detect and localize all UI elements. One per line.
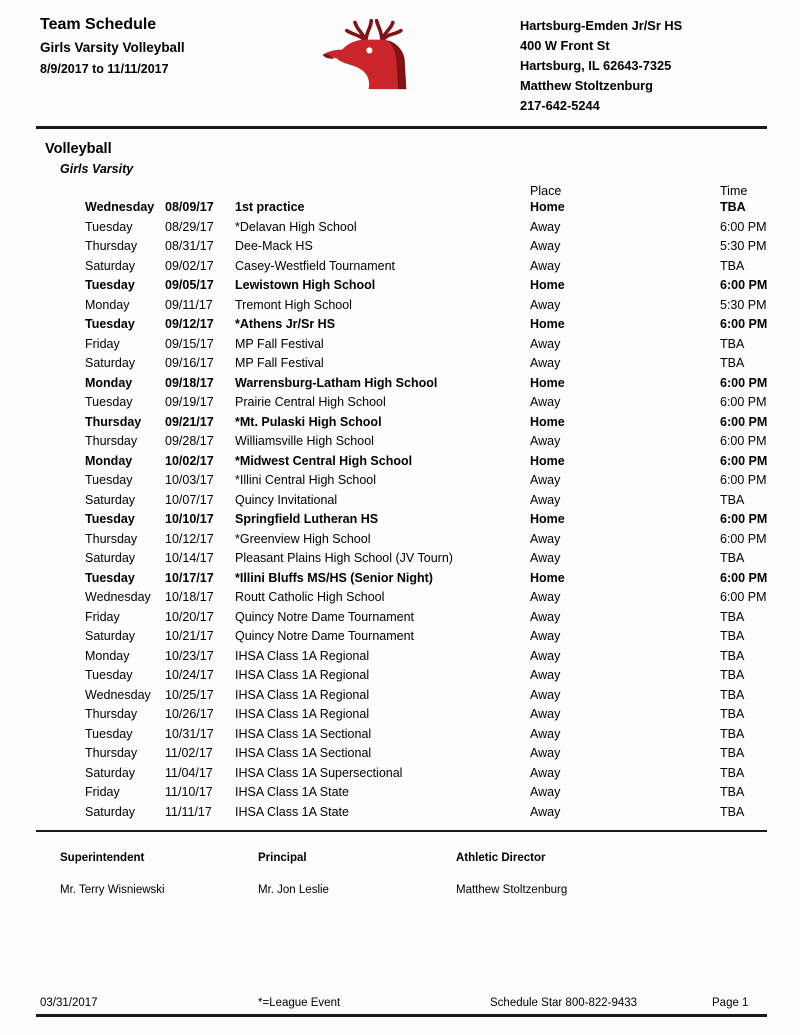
schedule-cell-day: Tuesday [85,395,133,409]
schedule-cell-place: Home [530,453,565,468]
schedule-cell-time: TBA [720,336,745,351]
schedule-cell-date: 10/14/17 [165,551,214,565]
schedule-cell-event: IHSA Class 1A Regional [235,668,370,682]
schedule-cell-date: 08/31/17 [165,239,214,253]
schedule-table [85,183,790,822]
schedule-cell-event: IHSA Class 1A Regional [235,707,370,721]
signature-section [60,852,800,896]
schedule-cell-time: TBA [720,551,745,565]
schedule-table-body [85,198,790,822]
schedule-cell-place: Away [530,473,561,487]
schedule-cell-place: Home [530,375,565,390]
schedule-cell-place: Away [530,395,561,409]
schedule-cell-date: 11/02/17 [165,746,213,760]
sport-heading: Volleyball [45,141,112,157]
schedule-cell-event: *Mt. Pulaski High School [235,414,382,429]
schedule-cell-place: Away [530,492,561,507]
schedule-cell-time: 5:30 PM [720,297,767,312]
schedule-cell-day: Tuesday [85,473,133,487]
schedule-cell-event: *Greenview High School [235,531,371,546]
schedule-cell-event: Warrensburg-Latham High School [235,375,438,390]
schedule-cell-time: 6:00 PM [720,219,767,234]
schedule-cell-event: Lewistown High School [235,278,376,292]
schedule-cell-day: Monday [85,297,130,312]
school-name: Hartsburg-Emden Jr/Sr HS [520,18,683,33]
signature-block-principal [258,852,456,896]
schedule-cell-time: 6:00 PM [720,395,767,409]
schedule-cell-date: 10/03/17 [165,473,214,487]
schedule-cell-event: IHSA Class 1A Sectional [235,726,372,741]
schedule-row [85,666,790,686]
schedule-cell-time: TBA [720,200,746,214]
schedule-cell-event: 1st practice [235,200,305,214]
schedule-row [85,315,790,335]
schedule-cell-day: Thursday [85,707,138,721]
school-street: 400 W Front St [520,38,610,53]
schedule-row [85,724,790,744]
schedule-cell-day: Monday [85,648,130,663]
schedule-row [85,354,790,374]
schedule-cell-time: TBA [720,258,745,273]
schedule-cell-day: Tuesday [85,726,133,741]
event-column-header [235,183,530,198]
schedule-row [85,783,790,803]
schedule-cell-event: IHSA Class 1A Supersectional [235,765,403,780]
schedule-cell-day: Saturday [85,765,136,780]
schedule-cell-place: Away [530,531,561,546]
schedule-cell-event: IHSA Class 1A State [235,785,349,799]
schedule-cell-time: 6:00 PM [720,375,768,390]
schedule-cell-day: Tuesday [85,512,135,526]
signature-title: Principal [258,851,307,864]
schedule-cell-date: 10/24/17 [165,668,214,682]
date-column-header [165,183,235,198]
schedule-cell-day: Saturday [85,258,136,273]
schedule-cell-date: 09/19/17 [165,395,214,409]
signature-title: Athletic Director [456,851,546,864]
schedule-cell-event: Casey-Westfield Tournament [235,258,396,273]
schedule-cell-day: Thursday [85,414,142,429]
schedule-row [85,295,790,315]
signature-name: Mr. Jon Leslie [258,883,329,896]
schedule-cell-event: Routt Catholic High School [235,590,385,604]
schedule-row [85,490,790,510]
schedule-cell-date: 10/26/17 [165,707,214,721]
schedule-row [85,510,790,530]
day-column-header [85,183,165,198]
schedule-cell-time: TBA [720,726,745,741]
schedule-cell-time: TBA [720,629,745,643]
schedule-cell-event: IHSA Class 1A State [235,804,349,819]
schedule-cell-time: 6:00 PM [720,434,767,448]
schedule-cell-date: 09/18/17 [165,375,214,390]
schedule-cell-day: Tuesday [85,219,133,234]
table-end-divider [36,830,767,832]
header-divider [36,126,767,129]
schedule-cell-time: 6:00 PM [720,531,767,546]
schedule-cell-date: 11/11/17 [165,804,212,819]
schedule-cell-date: 09/28/17 [165,434,214,448]
schedule-date-range: 8/9/2017 to 11/11/2017 [40,62,169,76]
signature-block-athletic-director [456,852,654,896]
schedule-cell-time: 6:00 PM [720,570,768,585]
schedule-row [85,256,790,276]
schedule-row [85,802,790,822]
schedule-cell-day: Wednesday [85,200,155,214]
schedule-cell-event: *Midwest Central High School [235,453,413,468]
schedule-cell-place: Away [530,258,561,273]
schedule-cell-place: Away [530,297,561,312]
schedule-cell-date: 09/15/17 [165,336,214,351]
schedule-cell-event: Prairie Central High School [235,395,386,409]
schedule-cell-day: Tuesday [85,317,135,331]
schedule-cell-day: Thursday [85,746,138,760]
schedule-cell-place: Away [530,687,561,702]
school-contact-name: Matthew Stoltzenburg [520,78,653,93]
bottom-divider [36,1014,767,1017]
schedule-cell-event: Williamsville High School [235,434,374,448]
schedule-row [85,588,790,608]
schedule-row [85,627,790,647]
schedule-cell-event: *Illini Central High School [235,473,377,487]
schedule-row [85,334,790,354]
schedule-cell-time: TBA [720,785,745,799]
schedule-row [85,471,790,491]
schedule-cell-day: Tuesday [85,278,135,292]
schedule-row [85,685,790,705]
school-phone: 217-642-5244 [520,98,600,113]
schedule-row [85,451,790,471]
schedule-cell-day: Friday [85,609,120,624]
schedule-cell-date: 10/17/17 [165,570,214,585]
schedule-cell-place: Away [530,648,561,663]
schedule-cell-date: 09/16/17 [165,356,214,370]
signature-name: Mr. Terry Wisniewski [60,883,165,896]
schedule-cell-place: Home [530,317,565,331]
schedule-cell-event: Quincy Invitational [235,492,338,507]
schedule-cell-place: Away [530,804,561,819]
schedule-row [85,237,790,257]
level-heading: Girls Varsity [60,162,134,176]
schedule-cell-event: Dee-Mack HS [235,239,313,253]
schedule-cell-day: Thursday [85,239,138,253]
schedule-row [85,529,790,549]
schedule-cell-place: Away [530,707,561,721]
schedule-row [85,276,790,296]
schedule-cell-date: 10/18/17 [165,590,214,604]
schedule-cell-place: Away [530,239,561,253]
schedule-cell-time: TBA [720,648,745,663]
school-city-state-zip: Hartsburg, IL 62643-7325 [520,58,672,73]
time-column-header: Time [720,184,748,198]
schedule-cell-place: Away [530,726,561,741]
schedule-cell-time: TBA [720,668,745,682]
footer-generated-date: 03/31/2017 [40,997,98,1009]
schedule-row [85,705,790,725]
schedule-cell-time: 6:00 PM [720,278,768,292]
schedule-row [85,393,790,413]
schedule-cell-place: Away [530,609,561,624]
schedule-cell-place: Away [530,551,561,565]
schedule-cell-date: 10/12/17 [165,531,214,546]
schedule-cell-date: 10/20/17 [165,609,214,624]
schedule-cell-place: Away [530,434,561,448]
schedule-cell-place: Away [530,746,561,760]
schedule-row [85,607,790,627]
schedule-cell-place: Away [530,219,561,234]
schedule-cell-day: Wednesday [85,687,151,702]
schedule-cell-event: Pleasant Plains High School (JV Tourn) [235,551,453,565]
schedule-cell-date: 10/10/17 [165,512,214,526]
schedule-cell-place: Away [530,765,561,780]
schedule-cell-date: 08/09/17 [165,200,214,214]
schedule-cell-event: *Delavan High School [235,219,357,234]
schedule-cell-date: 10/31/17 [165,726,214,741]
schedule-row [85,646,790,666]
schedule-cell-event: Quincy Notre Dame Tournament [235,629,415,643]
schedule-cell-place: Home [530,414,565,429]
schedule-cell-time: 6:00 PM [720,590,767,604]
schedule-cell-place: Home [530,512,565,526]
schedule-cell-date: 09/02/17 [165,258,214,273]
schedule-cell-day: Saturday [85,629,136,643]
schedule-cell-date: 11/04/17 [165,765,213,780]
schedule-column-header-row [85,183,790,198]
schedule-cell-event: Springfield Lutheran HS [235,512,379,526]
schedule-cell-day: Saturday [85,492,136,507]
document-header [0,0,800,116]
place-column-header: Place [530,184,562,198]
schedule-cell-time: TBA [720,609,745,624]
schedule-cell-place: Away [530,356,561,370]
signature-name: Matthew Stoltzenburg [456,883,568,896]
schedule-cell-date: 10/25/17 [165,687,214,702]
schedule-cell-day: Monday [85,453,133,468]
mascot-logo-icon [305,14,440,97]
schedule-cell-date: 09/11/17 [165,297,213,312]
schedule-row [85,744,790,764]
schedule-cell-day: Wednesday [85,590,151,604]
schedule-cell-day: Friday [85,785,120,799]
schedule-cell-time: TBA [720,356,745,370]
schedule-row [85,373,790,393]
school-info-block [520,14,765,116]
schedule-row [85,217,790,237]
schedule-cell-date: 10/02/17 [165,453,214,468]
schedule-cell-place: Home [530,278,565,292]
schedule-cell-day: Friday [85,336,120,351]
schedule-cell-day: Saturday [85,804,136,819]
schedule-cell-date: 10/23/17 [165,648,214,663]
signature-title: Superintendent [60,851,145,864]
schedule-row [85,549,790,569]
footer-legend: *=League Event [258,997,341,1009]
schedule-cell-event: IHSA Class 1A Regional [235,687,370,702]
schedule-cell-date: 11/10/17 [165,785,213,799]
schedule-cell-event: IHSA Class 1A Regional [235,648,370,663]
schedule-cell-event: Tremont High School [235,297,352,312]
schedule-cell-place: Away [530,785,561,799]
schedule-cell-place: Away [530,336,561,351]
schedule-cell-date: 09/12/17 [165,317,214,331]
footer-vendor: Schedule Star 800-822-9433 [490,997,638,1009]
schedule-cell-time: 6:00 PM [720,453,768,468]
schedule-cell-event: *Illini Bluffs MS/HS (Senior Night) [235,570,433,585]
schedule-cell-place: Home [530,570,565,585]
schedule-cell-day: Monday [85,375,133,390]
schedule-row [85,432,790,452]
page-footer [40,997,765,1011]
schedule-cell-event: MP Fall Festival [235,336,324,351]
schedule-cell-event: MP Fall Festival [235,356,324,370]
schedule-row [85,412,790,432]
schedule-cell-time: 6:00 PM [720,414,768,429]
schedule-row [85,198,790,218]
schedule-cell-time: TBA [720,687,745,702]
schedule-cell-date: 08/29/17 [165,219,214,234]
schedule-cell-day: Thursday [85,531,138,546]
team-subtitle: Girls Varsity Volleyball [40,40,185,55]
schedule-cell-time: 6:00 PM [720,512,768,526]
signature-block-superintendent [60,852,258,896]
schedule-cell-date: 09/05/17 [165,278,214,292]
schedule-row [85,568,790,588]
schedule-cell-day: Tuesday [85,570,135,585]
schedule-cell-day: Thursday [85,434,138,448]
schedule-cell-place: Away [530,629,561,643]
schedule-cell-time: TBA [720,746,745,760]
schedule-cell-time: TBA [720,492,745,507]
schedule-cell-place: Away [530,590,561,604]
schedule-cell-time: TBA [720,804,745,819]
schedule-cell-date: 09/21/17 [165,414,214,429]
schedule-cell-date: 10/07/17 [165,492,214,507]
footer-page-number: Page 1 [712,997,749,1009]
schedule-cell-place: Away [530,668,561,682]
schedule-cell-day: Saturday [85,356,136,370]
schedule-cell-event: Quincy Notre Dame Tournament [235,609,415,624]
schedule-cell-time: 6:00 PM [720,473,767,487]
schedule-cell-time: 6:00 PM [720,317,768,331]
header-left-block [40,14,305,76]
schedule-cell-time: TBA [720,707,745,721]
schedule-cell-day: Tuesday [85,668,133,682]
page-title: Team Schedule [40,16,157,33]
schedule-cell-event: IHSA Class 1A Sectional [235,746,372,760]
schedule-cell-place: Home [530,200,565,214]
schedule-cell-day: Saturday [85,551,136,565]
schedule-cell-event: *Athens Jr/Sr HS [235,317,336,331]
schedule-cell-time: TBA [720,765,745,780]
schedule-cell-time: 5:30 PM [720,239,767,253]
schedule-row [85,763,790,783]
schedule-cell-date: 10/21/17 [165,629,214,643]
